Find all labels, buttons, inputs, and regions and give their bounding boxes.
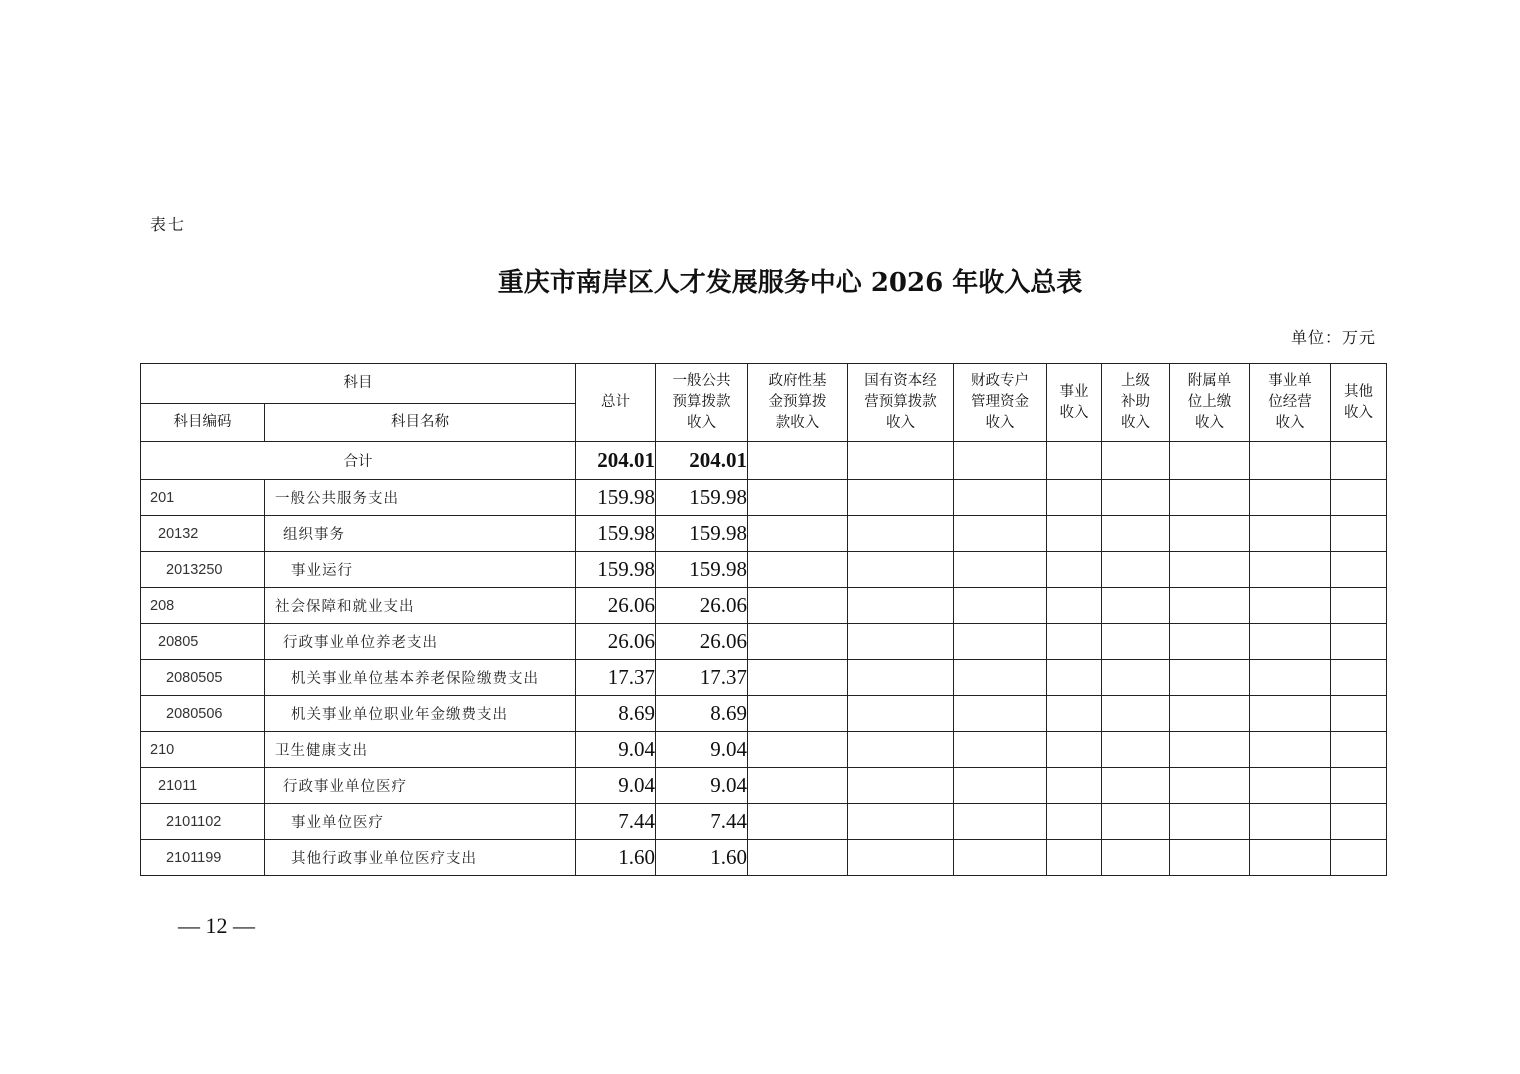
table-row — [141, 732, 1387, 768]
subject-code: 210 — [141, 732, 265, 768]
header-subject-name: 科目名称 — [265, 404, 576, 442]
empty-cell — [1250, 660, 1331, 696]
empty-cell — [1047, 624, 1102, 660]
total-cell: 9.04 — [576, 732, 656, 768]
empty-cell — [848, 552, 954, 588]
page-title: 重庆市南岸区人才发展服务中心 2026 年收入总表 — [497, 268, 1083, 298]
header-other-income: 其他 收入 — [1331, 364, 1387, 442]
empty-cell — [748, 624, 848, 660]
empty-cell — [1170, 696, 1250, 732]
empty-cell — [954, 624, 1047, 660]
empty-cell — [1331, 768, 1387, 804]
empty-cell — [1250, 732, 1331, 768]
subject-name: 行政事业单位医疗 — [265, 768, 576, 804]
empty-cell — [954, 840, 1047, 876]
general-budget-cell: 7.44 — [656, 804, 748, 840]
empty-cell — [1170, 804, 1250, 840]
total-cell: 26.06 — [576, 588, 656, 624]
empty-cell — [1250, 840, 1331, 876]
subject-code: 201 — [141, 480, 265, 516]
total-cell: 17.37 — [576, 660, 656, 696]
empty-cell — [848, 516, 954, 552]
subject-name: 机关事业单位职业年金缴费支出 — [265, 696, 576, 732]
total-cell: 159.98 — [576, 480, 656, 516]
subject-name: 行政事业单位养老支出 — [265, 624, 576, 660]
empty-cell — [748, 516, 848, 552]
empty-cell — [1047, 516, 1102, 552]
empty-cell — [1331, 804, 1387, 840]
subject-name: 卫生健康支出 — [265, 732, 576, 768]
table-row — [141, 480, 1387, 516]
table-row-total — [141, 442, 1387, 480]
empty-cell — [1102, 442, 1170, 480]
subject-name: 事业运行 — [265, 552, 576, 588]
empty-cell — [848, 480, 954, 516]
unit-label: 单位：万元 — [1290, 328, 1376, 347]
revenue-table — [140, 363, 1387, 876]
empty-cell — [1047, 442, 1102, 480]
empty-cell — [1102, 660, 1170, 696]
subject-code: 21011 — [141, 768, 265, 804]
general-budget-cell: 17.37 — [656, 660, 748, 696]
empty-cell — [848, 442, 954, 480]
empty-cell — [1047, 552, 1102, 588]
empty-cell — [1170, 552, 1250, 588]
page-number: — 12 — — [178, 913, 255, 938]
general-budget-cell: 9.04 — [656, 768, 748, 804]
empty-cell — [1250, 442, 1331, 480]
general-budget-cell: 159.98 — [656, 480, 748, 516]
empty-cell — [1170, 442, 1250, 480]
subject-code: 2101199 — [141, 840, 265, 876]
empty-cell — [1331, 840, 1387, 876]
header-superior-subsidy: 上级 补助 收入 — [1102, 364, 1170, 442]
empty-cell — [1250, 552, 1331, 588]
header-gov-fund: 政府性基 金预算拨 款收入 — [748, 364, 848, 442]
table-row — [141, 552, 1387, 588]
empty-cell — [954, 768, 1047, 804]
empty-cell — [1047, 732, 1102, 768]
empty-cell — [954, 660, 1047, 696]
empty-cell — [1102, 768, 1170, 804]
header-affiliated-payment: 附属单 位上缴 收入 — [1170, 364, 1250, 442]
subject-name: 一般公共服务支出 — [265, 480, 576, 516]
empty-cell — [954, 552, 1047, 588]
empty-cell — [848, 696, 954, 732]
empty-cell — [848, 840, 954, 876]
total-label: 合计 — [141, 442, 576, 480]
table-row — [141, 804, 1387, 840]
empty-cell — [1331, 660, 1387, 696]
empty-cell — [954, 516, 1047, 552]
empty-cell — [1047, 768, 1102, 804]
empty-cell — [748, 732, 848, 768]
empty-cell — [954, 480, 1047, 516]
empty-cell — [1047, 840, 1102, 876]
general-budget-cell: 204.01 — [656, 442, 748, 480]
subject-code: 2080505 — [141, 660, 265, 696]
table-row — [141, 516, 1387, 552]
total-cell: 159.98 — [576, 552, 656, 588]
subject-code: 2080506 — [141, 696, 265, 732]
table-row — [141, 660, 1387, 696]
empty-cell — [1047, 588, 1102, 624]
total-cell: 8.69 — [576, 696, 656, 732]
subject-code: 20132 — [141, 516, 265, 552]
empty-cell — [1170, 480, 1250, 516]
general-budget-cell: 26.06 — [656, 624, 748, 660]
general-budget-cell: 159.98 — [656, 516, 748, 552]
header-operating-income: 事业单 位经营 收入 — [1250, 364, 1331, 442]
total-cell: 204.01 — [576, 442, 656, 480]
subject-name: 其他行政事业单位医疗支出 — [265, 840, 576, 876]
empty-cell — [1102, 624, 1170, 660]
empty-cell — [1047, 660, 1102, 696]
empty-cell — [748, 442, 848, 480]
empty-cell — [954, 732, 1047, 768]
empty-cell — [1170, 516, 1250, 552]
empty-cell — [954, 588, 1047, 624]
header-state-capital: 国有资本经 营预算拨款 收入 — [848, 364, 954, 442]
empty-cell — [1331, 480, 1387, 516]
empty-cell — [1331, 588, 1387, 624]
empty-cell — [1102, 804, 1170, 840]
subject-code: 208 — [141, 588, 265, 624]
empty-cell — [1250, 624, 1331, 660]
empty-cell — [848, 768, 954, 804]
total-cell: 26.06 — [576, 624, 656, 660]
empty-cell — [748, 696, 848, 732]
general-budget-cell: 159.98 — [656, 552, 748, 588]
empty-cell — [1047, 696, 1102, 732]
empty-cell — [1170, 624, 1250, 660]
empty-cell — [1170, 768, 1250, 804]
header-business-income: 事业 收入 — [1047, 364, 1102, 442]
general-budget-cell: 26.06 — [656, 588, 748, 624]
empty-cell — [1250, 516, 1331, 552]
header-subject-code: 科目编码 — [141, 404, 265, 442]
subject-code: 20805 — [141, 624, 265, 660]
total-cell: 159.98 — [576, 516, 656, 552]
subject-name: 机关事业单位基本养老保险缴费支出 — [265, 660, 576, 696]
empty-cell — [1250, 804, 1331, 840]
empty-cell — [1331, 516, 1387, 552]
empty-cell — [1331, 732, 1387, 768]
table-row — [141, 696, 1387, 732]
empty-cell — [1170, 840, 1250, 876]
subject-code: 2013250 — [141, 552, 265, 588]
subject-name: 社会保障和就业支出 — [265, 588, 576, 624]
empty-cell — [1170, 732, 1250, 768]
total-cell: 7.44 — [576, 804, 656, 840]
subject-name: 事业单位医疗 — [265, 804, 576, 840]
empty-cell — [1102, 696, 1170, 732]
table-label: 表七 — [150, 215, 187, 234]
empty-cell — [748, 804, 848, 840]
header-general-budget: 一般公共 预算拨款 收入 — [656, 364, 748, 442]
general-budget-cell: 1.60 — [656, 840, 748, 876]
header-special-fund: 财政专户 管理资金 收入 — [954, 364, 1047, 442]
empty-cell — [748, 480, 848, 516]
empty-cell — [748, 768, 848, 804]
subject-name: 组织事务 — [265, 516, 576, 552]
empty-cell — [1102, 840, 1170, 876]
empty-cell — [1250, 696, 1331, 732]
subject-code: 2101102 — [141, 804, 265, 840]
empty-cell — [1102, 552, 1170, 588]
empty-cell — [1047, 480, 1102, 516]
empty-cell — [848, 804, 954, 840]
empty-cell — [1170, 660, 1250, 696]
empty-cell — [1102, 732, 1170, 768]
empty-cell — [1250, 768, 1331, 804]
empty-cell — [1331, 442, 1387, 480]
empty-cell — [954, 442, 1047, 480]
header-total: 总计 — [576, 364, 656, 442]
empty-cell — [848, 660, 954, 696]
empty-cell — [848, 624, 954, 660]
empty-cell — [748, 660, 848, 696]
table-row — [141, 624, 1387, 660]
empty-cell — [1331, 552, 1387, 588]
empty-cell — [848, 588, 954, 624]
table-row — [141, 840, 1387, 876]
empty-cell — [748, 552, 848, 588]
table-row — [141, 588, 1387, 624]
header-subject: 科目 — [141, 364, 576, 404]
empty-cell — [748, 840, 848, 876]
empty-cell — [1170, 588, 1250, 624]
empty-cell — [748, 588, 848, 624]
empty-cell — [1250, 588, 1331, 624]
empty-cell — [954, 804, 1047, 840]
general-budget-cell: 9.04 — [656, 732, 748, 768]
empty-cell — [1331, 696, 1387, 732]
empty-cell — [1331, 624, 1387, 660]
empty-cell — [848, 732, 954, 768]
empty-cell — [1047, 804, 1102, 840]
total-cell: 9.04 — [576, 768, 656, 804]
general-budget-cell: 8.69 — [656, 696, 748, 732]
empty-cell — [1102, 588, 1170, 624]
empty-cell — [1250, 480, 1331, 516]
total-cell: 1.60 — [576, 840, 656, 876]
table-row — [141, 768, 1387, 804]
empty-cell — [1102, 480, 1170, 516]
empty-cell — [954, 696, 1047, 732]
empty-cell — [1102, 516, 1170, 552]
